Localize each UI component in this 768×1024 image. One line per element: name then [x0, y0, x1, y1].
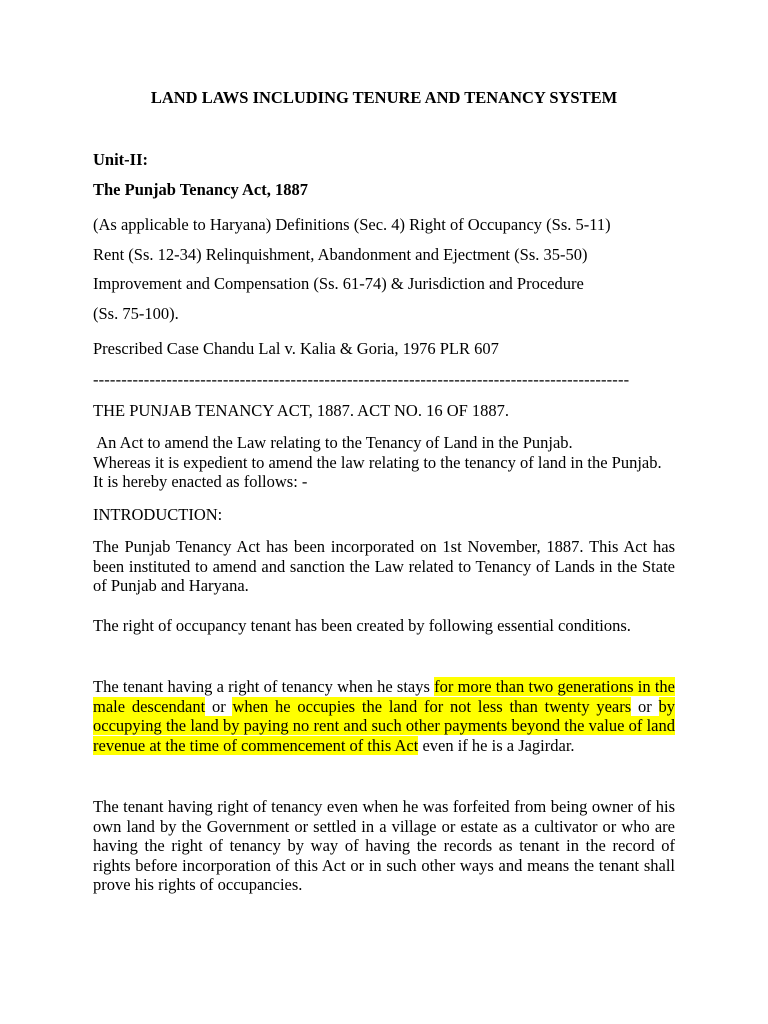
highlighted-text: by occupying the land by paying no rent and such other payments beyond the value of land revenue at the time of commencement of this Act [93, 696, 675, 755]
forfeit-paragraph: The tenant having right of tenancy even when he was forfeited from being owner of his own land by the Government or settled in a village or estate as a cultivator or who are having the right of tenancy by way of having the records as tenant in the record of rights before incorporation of this Act or in such other ways and means the tenant shall prove his rights of occupancies. [93, 797, 675, 895]
syllabus-line: (As applicable to Haryana) Definitions (Sec. 4) Right of Occupancy (Ss. 5-11) [93, 215, 611, 234]
dashed-divider: ----------------------------------------------------------------------------------------------- [93, 370, 630, 389]
act-name: THE PUNJAB TENANCY ACT, 1887. ACT NO. 16 OF 1887. [93, 401, 510, 420]
tenant-rights-paragraph [93, 677, 675, 755]
preamble-line: An Act to amend the Law relating to the Tenancy of Land in the Punjab. [93, 433, 573, 452]
introduction-paragraph: The Punjab Tenancy Act has been incorporated on 1st November, 1887. This Act has been instituted to amend and sanction the Law related to Tenancy of Lands in the State of Punjab and Haryana. [93, 537, 675, 596]
syllabus-line: Improvement and Compensation (Ss. 61-74) & Jurisdiction and Procedure [93, 274, 584, 293]
occupancy-paragraph: The right of occupancy tenant has been created by following essential conditions. [93, 616, 631, 635]
syllabus-line: (Ss. 75-100). [93, 303, 179, 323]
unit-label: Unit-II: [93, 150, 149, 169]
introduction-heading: INTRODUCTION: [93, 505, 223, 524]
prescribed-case: Prescribed Case Chandu Lal v. Kalia & Goria, 1976 PLR 607 [93, 339, 499, 358]
tenant-text: or [631, 696, 659, 716]
tenant-text: even if he is a Jagirdar. [418, 735, 575, 755]
preamble-paragraph [93, 433, 675, 492]
preamble-line: Whereas it is expedient to amend the law relating to the tenancy of land in the Punjab. It is hereby enacted as follows: - [93, 452, 662, 492]
highlighted-text: for more than two generations in the male descendant [93, 677, 675, 716]
document-title: LAND LAWS INCLUDING TENURE AND TENANCY SYSTEM [150, 88, 618, 107]
tenant-text: or [205, 696, 233, 716]
syllabus-line: Rent (Ss. 12-34) Relinquishment, Abandonment and Ejectment (Ss. 35-50) [93, 244, 588, 264]
highlighted-text: when he occupies the land for not less than twenty years [232, 696, 632, 716]
act-heading: The Punjab Tenancy Act, 1887 [93, 180, 308, 199]
tenant-text: The tenant having a right of tenancy when he stays [93, 677, 435, 696]
syllabus-block [93, 210, 611, 328]
